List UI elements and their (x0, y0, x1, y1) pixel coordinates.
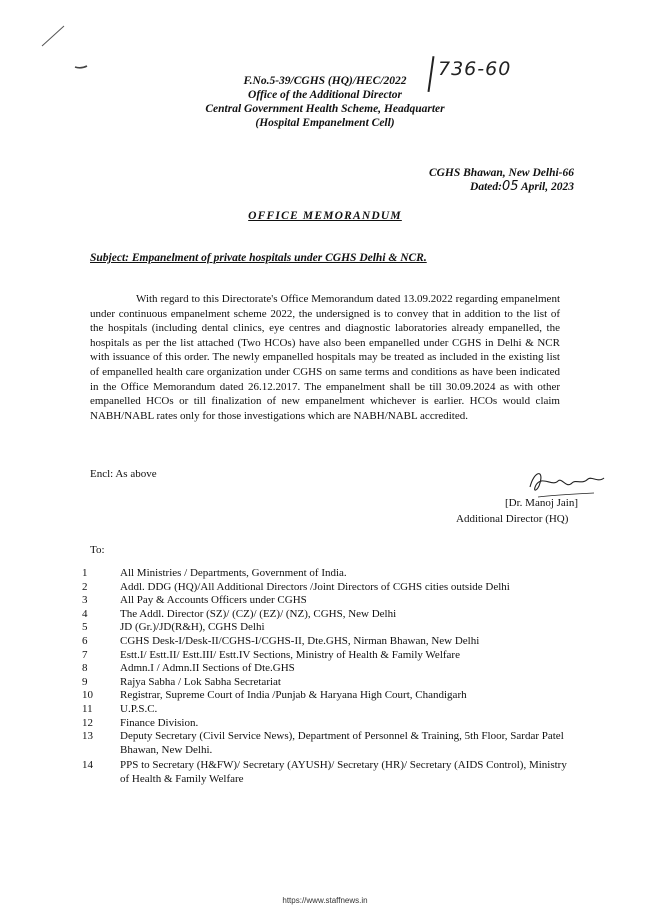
recipient-number: 4 (82, 607, 88, 620)
body-paragraph: With regard to this Directorate's Office Memorandum dated 13.09.2022 regarding empanelment under continuous empanelment scheme 2022, the undersigned is to convey that in addition to the list of the hospitals (including dental clinics, eye centres and diagnostic laboratories already empanelled, the hospitals as per the list attached (Two HCOs) have also been empanelled under CGHS in Delhi & NCR with issuance of this order. The newly empanelled hospitals may be treated as included in the existing list of empanelled health care organization under CGHS on same terms and conditions as have been indicated in the Office Memorandum dated 26.12.2017. The empanelment shall be till 30.09.2024 as with other empanelled HCOs or till finalization of new empanelment whichever is earlier. HCOs would claim NABH/NABL rates only for those investigations which are NABH/NABL accredited. (90, 293, 560, 422)
file-number: F.No.5-39/CGHS (HQ)/HEC/2022 (243, 75, 407, 87)
footer-url: https://www.staffnews.in (282, 896, 368, 905)
recipient-item (82, 594, 572, 608)
recipient-item (82, 581, 572, 595)
recipient-number: 5 (82, 621, 88, 634)
recipient-number: 10 (82, 689, 93, 702)
office-name: Office of the Additional Director (248, 89, 402, 101)
recipient-text: Addl. DDG (HQ)/All Additional Directors /Joint Directors of CGHS cities outside Delhi (120, 580, 510, 593)
recipient-item (82, 759, 572, 786)
recipient-text: Finance Division. (120, 716, 199, 729)
recipient-number: 12 (82, 716, 93, 729)
recipient-item (82, 621, 572, 635)
organization-name: Central Government Health Scheme, Headquarter (205, 103, 445, 115)
dash-mark (74, 64, 88, 70)
recipient-list (82, 567, 572, 789)
recipient-text: Deputy Secretary (Civil Service News), Department of Personnel & Training, 5th Floor, Sardar Patel Bhawan, New Delhi. (120, 730, 564, 756)
signatory-designation: Additional Director (HQ) (456, 513, 569, 525)
recipient-item (82, 567, 572, 581)
to-label: To: (90, 544, 105, 556)
recipient-number: 6 (82, 634, 88, 647)
date-day-handwritten: 05 (501, 179, 519, 194)
recipient-item (82, 689, 572, 703)
recipient-text: Rajya Sabha / Lok Sabha Secretariat (120, 675, 281, 688)
recipient-text: Estt.I/ Estt.II/ Estt.III/ Estt.IV Sections, Ministry of Health & Family Welfare (120, 648, 460, 661)
recipient-item (82, 703, 572, 717)
signatory-name: [Dr. Manoj Jain] (505, 497, 579, 509)
recipient-number: 7 (82, 648, 88, 661)
recipient-text: Registrar, Supreme Court of India /Punjab & Haryana High Court, Chandigarh (120, 689, 467, 702)
recipient-number: 2 (82, 580, 88, 593)
handwritten-dispatch-number: 736-60 (438, 58, 512, 80)
recipient-number: 14 (82, 759, 93, 772)
recipient-item (82, 608, 572, 622)
subject-line: Subject: Empanelment of private hospitals under CGHS Delhi & NCR. (90, 252, 427, 264)
place: CGHS Bhawan, New Delhi-66 (428, 167, 574, 179)
recipient-text: CGHS Desk-I/Desk-II/CGHS-I/CGHS-II, Dte.GHS, Nirman Bhawan, New Delhi (120, 634, 480, 647)
pen-stroke-mark (40, 24, 70, 48)
cell-name: (Hospital Empanelment Cell) (255, 117, 395, 129)
enclosure-note: Encl: As above (90, 468, 157, 480)
recipient-text: All Pay & Accounts Officers under CGHS (120, 594, 307, 607)
recipient-text: Admn.I / Admn.II Sections of Dte.GHS (120, 662, 295, 675)
recipient-text: PPS to Secretary (H&FW)/ Secretary (AYUSH)/ Secretary (HR)/ Secretary (AIDS Control), Ministry of Health & Family Welfare (120, 759, 567, 785)
recipient-number: 11 (82, 702, 93, 715)
recipient-item (82, 662, 572, 676)
recipient-number: 3 (82, 594, 88, 607)
recipient-text: The Addl. Director (SZ)/ (CZ)/ (EZ)/ (NZ), CGHS, New Delhi (120, 607, 397, 620)
recipient-item (82, 717, 572, 731)
recipient-number: 9 (82, 675, 88, 688)
signature-scribble (524, 467, 614, 501)
memo-title: OFFICE MEMORANDUM (248, 210, 402, 222)
date-rest: April, 2023 (518, 181, 574, 193)
recipient-number: 1 (82, 567, 88, 579)
date-label: Dated: (470, 181, 502, 193)
date-line (470, 180, 574, 194)
recipient-number: 8 (82, 662, 88, 675)
recipient-number: 13 (82, 730, 93, 743)
recipient-item (82, 730, 572, 757)
recipient-item (82, 649, 572, 663)
recipient-text: All Ministries / Departments, Government of India. (120, 567, 347, 579)
recipient-text: JD (Gr.)/JD(R&H), CGHS Delhi (120, 621, 265, 634)
recipient-text: U.P.S.C. (120, 702, 158, 715)
recipient-item (82, 676, 572, 690)
recipient-item (82, 635, 572, 649)
